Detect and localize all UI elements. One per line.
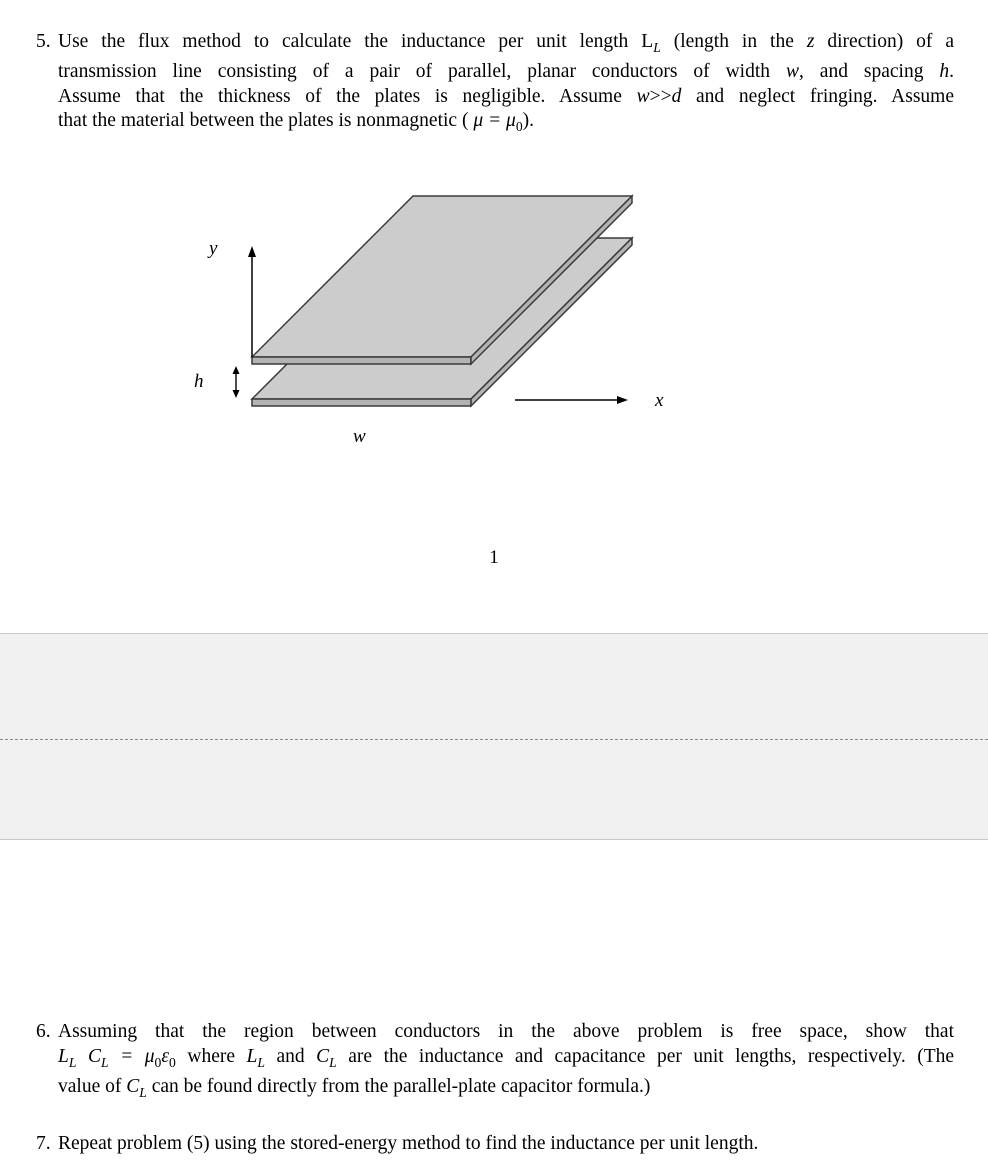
problem-5 xyxy=(36,30,954,140)
label-x: x xyxy=(655,390,664,411)
problem-7-line-1: Repeat problem (5) using the stored-energy method to find the inductance per unit length. xyxy=(58,1133,759,1154)
x-axis-arrow xyxy=(515,396,628,404)
parallel-plates-figure xyxy=(0,180,988,460)
problem-5-line-2: transmission line consisting of a pair of parallel, planar conductors of width w, and spacing h. xyxy=(58,61,955,83)
problem-7-text xyxy=(58,1132,954,1157)
problem-5-text xyxy=(58,30,954,140)
page-break xyxy=(0,633,988,840)
problem-5-line-1: Use the flux method to calculate the inductance per unit length $L_L$ (length in the z direction) of a xyxy=(58,31,955,55)
problem-6-line-3: value of $C_L$ can be found directly from the parallel-plate capacitor formula.) xyxy=(58,1075,651,1100)
problem-6-line-1: Assuming that the region between conductors in the above problem is free space, show that xyxy=(58,1021,954,1042)
problem-5-number: 5. xyxy=(36,31,51,52)
problem-5-line-3: Assume that the thickness of the plates is negligible. Assume w>>d and neglect fringing. Assume xyxy=(58,85,955,107)
h-double-arrow xyxy=(233,366,240,398)
y-axis-arrow xyxy=(248,246,256,357)
problem-6-number: 6. xyxy=(36,1021,51,1042)
problem-5-line-4: that the material between the plates is nonmagnetic ( $\mu = \mu_0$). xyxy=(58,110,535,135)
problem-6-line-2: $L_L$ $C_L = \mu_0\varepsilon_0$ where $L_L$ and $C_L$ are the inductance and capacitance per unit lengths, respectively. (The xyxy=(58,1045,955,1070)
page-number: 1 xyxy=(489,547,499,568)
label-h: h xyxy=(194,371,204,392)
problem-6 xyxy=(36,1020,954,1105)
problem-7 xyxy=(36,1132,954,1157)
label-w: w xyxy=(353,426,366,447)
problem-6-text xyxy=(58,1020,954,1105)
page-break-divider xyxy=(0,739,988,740)
label-y: y xyxy=(209,238,218,259)
problem-7-number: 7. xyxy=(36,1133,51,1154)
